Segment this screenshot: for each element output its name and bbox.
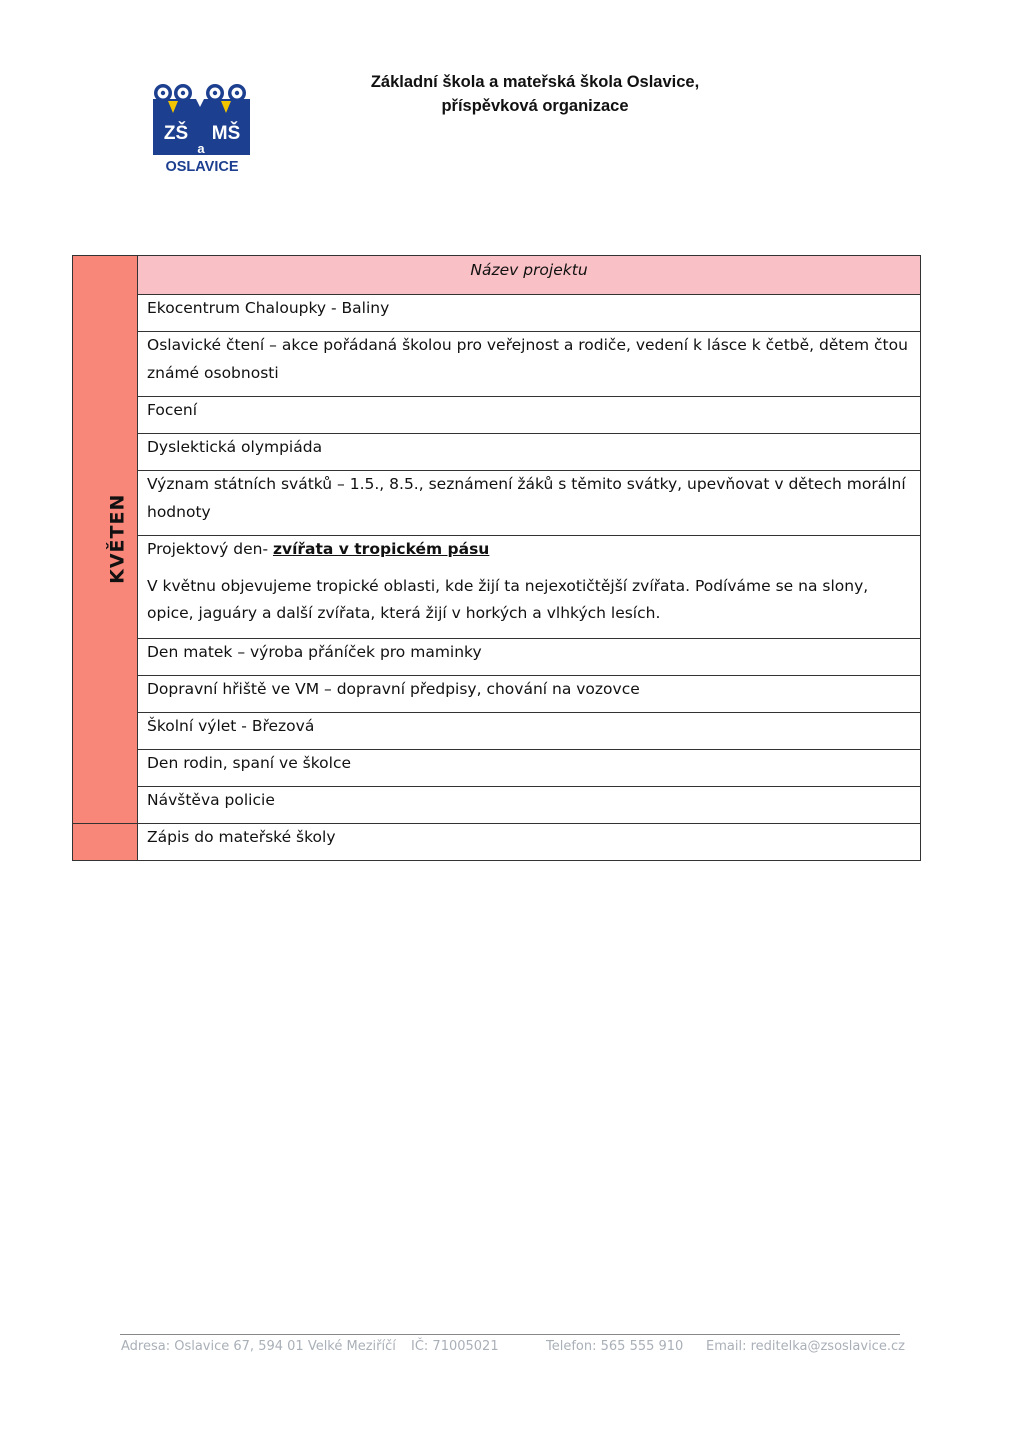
footer-ico: IČ: 71005021 [411,1339,499,1354]
month-label: KVĚTEN [106,493,129,584]
project-day-row [138,536,921,639]
projects-table [72,255,921,861]
school-name-line1: Základní škola a mateřská škola Oslavice, [370,73,700,91]
table-row: Den rodin, spaní ve školce [138,749,921,786]
month-cell-bottom [73,823,138,860]
logo-town-text: OSLAVICE [165,159,239,175]
project-day-prefix: Projektový den- [147,540,273,558]
school-name-line2: příspěvková organizace [441,97,629,115]
month-cell [73,256,138,824]
project-day-description: V květnu objevujeme tropické oblasti, kde žijí ta nejexotičtější zvířata. Podíváme se na slony, opice, jaguáry a další zvířata, která žijí v horkých a vlhkých lesích. [147,576,869,622]
logo-zs-text: ZŠ [163,123,189,144]
logo-a-text: a [197,141,205,156]
table-row: Význam státních svátků – 1.5., 8.5., seznámení žáků s těmito svátky, upevňovat v dětech morální hodnoty [138,471,921,536]
table-row: Školní výlet - Březová [138,712,921,749]
footer-phone: Telefon: 565 555 910 [546,1339,684,1354]
footer-divider [120,1334,900,1335]
school-header [300,70,770,118]
project-day-theme: zvířata v tropickém pásu [272,540,490,558]
table-row: Návštěva policie [138,786,921,823]
school-logo [152,83,254,175]
table-row: Dyslektická olympiáda [138,434,921,471]
footer-email: Email: reditelka@zsoslavice.cz [706,1339,905,1354]
table-row: Oslavické čtení – akce pořádaná školou pro veřejnost a rodiče, vedení k lásce k četbě, dětem čtou známé osobnosti [138,332,921,397]
project-day-title [147,536,911,564]
table-row: Den matek – výroba přáníček pro maminky [138,638,921,675]
footer-address: Adresa: Oslavice 67, 594 01 Velké Meziříčí [121,1339,396,1354]
table-row: Ekocentrum Chaloupky - Baliny [138,295,921,332]
table-row: Dopravní hřiště ve VM – dopravní předpisy, chování na vozovce [138,675,921,712]
table-header: Název projektu [138,256,921,295]
logo-ms-text: MŠ [211,123,241,144]
table-row: Zápis do mateřské školy [138,823,921,860]
table-row: Focení [138,397,921,434]
